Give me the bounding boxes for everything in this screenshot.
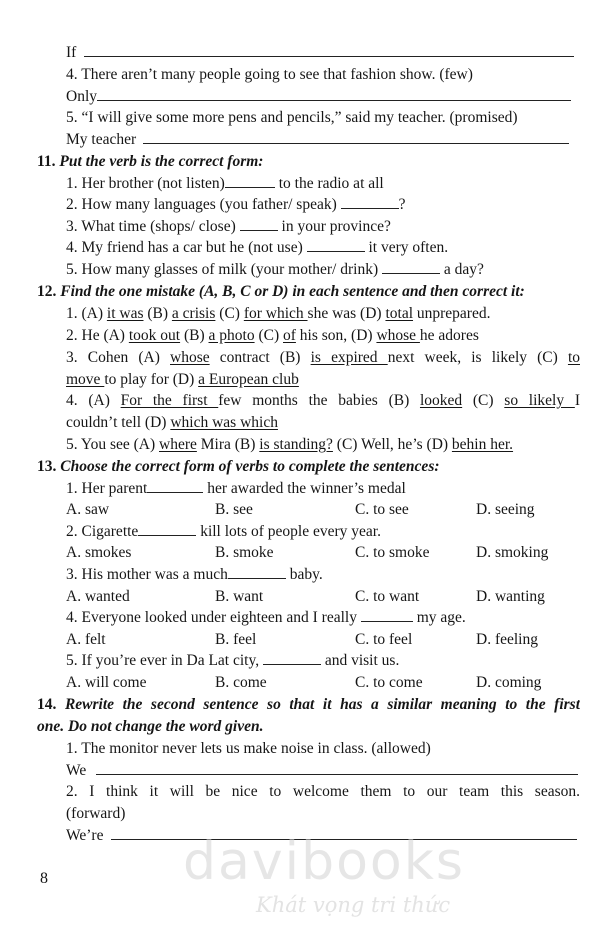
s13-question-1: 1. Her parent her awarded the winner’s medal [66,480,406,497]
option-c[interactable]: C. to see [355,501,409,518]
s12-item-4: 4. (A) For the first few months the babies (B) looked (C) so likely I [66,392,580,409]
page-number: 8 [40,870,48,887]
s11-item-3: 3. What time (shops/ close) in your province? [66,218,391,235]
s12-item-3: 3. Cohen (A) whose contract (B) is expired next week, is likely (C) to [66,349,580,366]
option-d[interactable]: D. smoking [476,544,549,561]
answer-blank[interactable] [228,564,286,579]
option-b[interactable]: B. feel [215,631,257,648]
answer-blank[interactable] [138,521,196,536]
s12-item-3-cont: move to play for (D) a European club [66,371,299,388]
option-b[interactable]: B. smoke [215,544,274,561]
s12-item-5: 5. You see (A) where Mira (B) is standing? (C) Well, he’s (D) behin her. [66,436,514,453]
s12-item-1: 1. (A) it was (B) a crisis (C) for which she was (D) total unprepared. [66,305,491,322]
option-a[interactable]: A. smokes [66,544,132,561]
option-c[interactable]: C. to smoke [355,544,430,561]
answer-blank[interactable] [263,650,321,665]
option-a[interactable]: A. felt [66,631,106,648]
section-11-heading: 11. Put the verb is the correct form: [37,153,264,170]
answer-blank[interactable] [225,173,275,188]
s12-item-2: 2. He (A) took out (B) a photo (C) of his son, (D) whose he adores [66,327,479,344]
s13-question-2: 2. Cigarette kill lots of people every year. [66,523,381,540]
option-b[interactable]: B. come [215,674,267,691]
s11-item-5: 5. How many glasses of milk (your mother/ drink) a day? [66,261,484,278]
q4-text: 4. There aren’t many people going to see that fashion show. (few) [66,66,473,83]
if-answer-line: If [66,42,574,63]
answer-blank[interactable] [96,760,578,775]
option-b[interactable]: B. see [215,501,253,518]
option-c[interactable]: C. to want [355,588,420,605]
s13-options-2 [66,542,580,563]
answer-blank[interactable] [382,259,440,274]
s13-options-4 [66,629,580,650]
section-13-heading: 13. Choose the correct form of verbs to complete the sentences: [37,458,440,475]
section-14-heading: 14. Rewrite the second sentence so that it has a similar meaning to the first [37,696,580,713]
s14-question-2-cont: (forward) [66,805,126,822]
option-a[interactable]: A. saw [66,501,110,518]
section-12-heading: 12. Find the one mistake (A, B, C or D) in each sentence and then correct it: [37,283,525,300]
watermark-logo: davibooks [183,832,465,892]
option-b[interactable]: B. want [215,588,264,605]
answer-blank[interactable] [147,478,203,493]
option-d[interactable]: D. seeing [476,501,535,518]
answer-blank[interactable] [97,86,571,101]
q5-answer-line: My teacher [66,129,569,150]
s14-question-1: 1. The monitor never lets us make noise in class. (allowed) [66,740,431,757]
s14-answer-2: We’re [66,825,577,846]
option-d[interactable]: D. feeling [476,631,538,648]
answer-blank[interactable] [143,129,569,144]
s13-question-5: 5. If you’re ever in Da Lat city, and visit us. [66,652,400,669]
answer-blank[interactable] [361,607,413,622]
s14-question-2: 2. I think it will be nice to welcome them to our team this season. [66,783,580,800]
answer-blank[interactable] [341,194,399,209]
s11-item-1: 1. Her brother (not listen) to the radio at all [66,175,384,192]
s13-question-3: 3. His mother was a much baby. [66,566,323,583]
s14-answer-1: We [66,760,578,781]
answer-blank[interactable] [240,216,278,231]
q4-answer-line: Only [66,86,571,107]
answer-blank[interactable] [307,237,365,252]
q5-text: 5. “I will give some more pens and pencils,” said my teacher. (promised) [66,109,518,126]
s11-item-4: 4. My friend has a car but he (not use) it very often. [66,239,449,256]
section-14-heading-cont: one. Do not change the word given. [37,718,264,735]
option-a[interactable]: A. will come [66,674,147,691]
option-d[interactable]: D. coming [476,674,542,691]
option-d[interactable]: D. wanting [476,588,545,605]
option-c[interactable]: C. to feel [355,631,413,648]
s13-options-1 [66,499,580,520]
watermark-slogan: Khát vọng tri thức [256,893,451,917]
s11-item-2: 2. How many languages (you father/ speak) ? [66,196,406,213]
answer-blank[interactable] [84,42,574,57]
option-c[interactable]: C. to come [355,674,423,691]
option-a[interactable]: A. wanted [66,588,130,605]
s13-options-3 [66,586,580,607]
s13-question-4: 4. Everyone looked under eighteen and I really my age. [66,609,466,626]
s12-item-4-cont: couldn’t tell (D) which was which [66,414,278,431]
s13-options-5 [66,672,580,693]
